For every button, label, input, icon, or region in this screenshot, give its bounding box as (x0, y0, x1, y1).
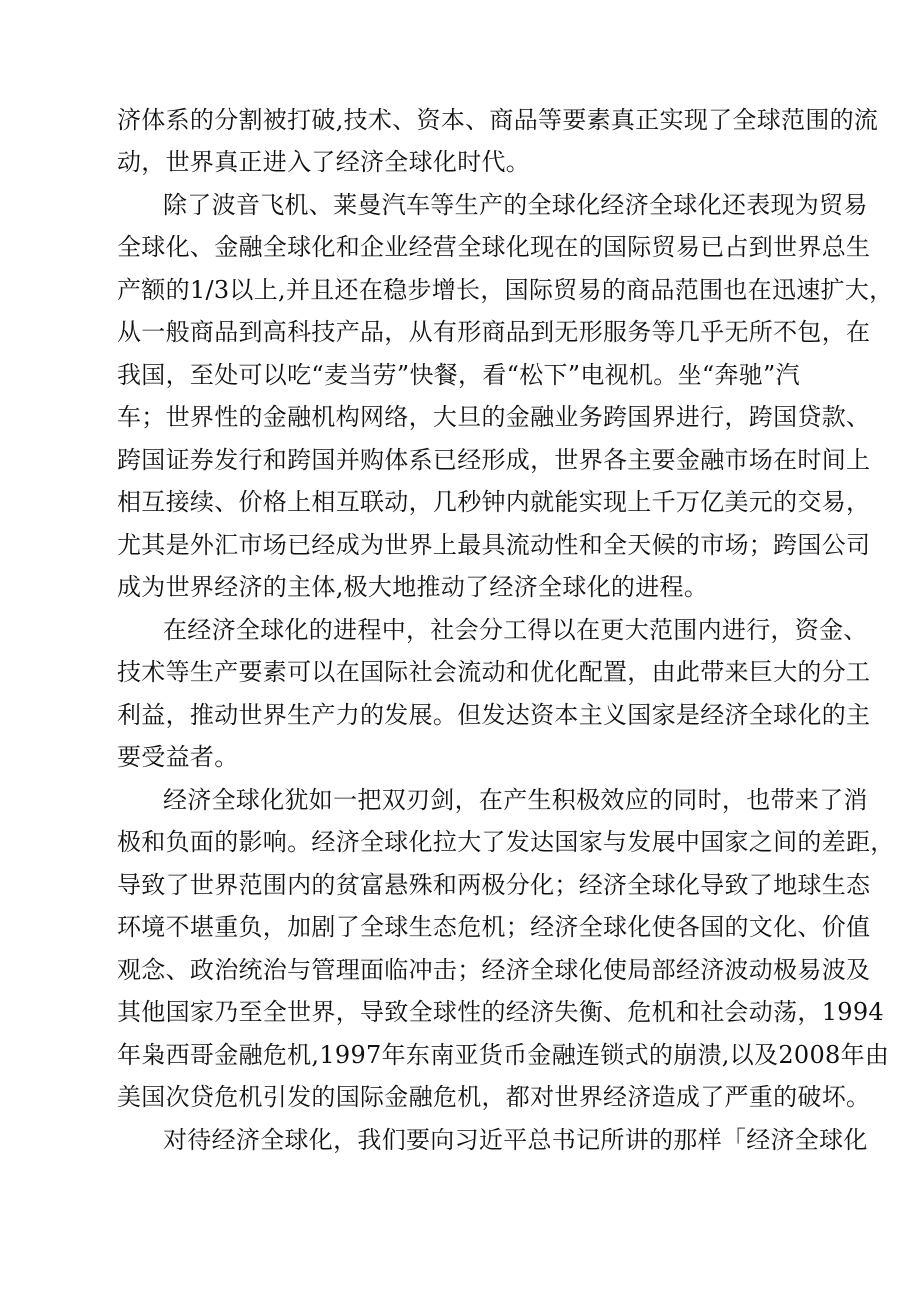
paragraph-start-line: 经济全球化犹如一把双刃剑，在产生积极效应的同时，也带来了消 (163, 786, 868, 814)
paragraph-start-line: 对待经济全球化，我们要向习近平总书记所讲的那样「经济全球化 (163, 1126, 868, 1154)
paragraph-start-line: 除了波音飞机、莱曼汽车等生产的全球化经济全球化还表现为贸易 (163, 191, 868, 219)
text-line: 成为世界经济的主体,极大地推动了经济全球化的进程。 (117, 573, 709, 601)
text-line: 技术等生产要素可以在国际社会流动和优化配置，由此带来巨大的分工 (117, 658, 871, 686)
paragraph-start-line: 在经济全球化的进程中，社会分工得以在更大范围内进行，资金、 (163, 616, 868, 644)
text-line: 跨国证券发行和跨国并购体系已经形成，世界各主要金融市场在时间上 (117, 446, 871, 474)
text-line: 济体系的分割被打破,技术、资本、商品等要素真正实现了全球范围的流 (117, 106, 879, 134)
text-line: 动，世界真正进入了经济全球化时代。 (117, 148, 531, 176)
text-line: 要受益者。 (117, 743, 239, 771)
text-line: 车；世界性的金融机构网络，大旦的金融业务跨国界进行，跨国贷款、 (117, 403, 871, 431)
text-line: 观念、政治统治与管理面临冲击；经济全球化使局部经济波动极易波及 (117, 956, 871, 984)
text-line: 相互接续、价格上相互联动，几秒钟内就能实现上千万亿美元的交易， (117, 488, 871, 516)
text-line: 产额的1/3以上,并且还在稳步增长，国际贸易的商品范围也在迅速扩大， (117, 276, 894, 304)
text-line: 美国次贷危机引发的国际金融危机，都对世界经济造成了严重的破坏。 (117, 1083, 871, 1111)
text-line: 全球化、金融全球化和企业经营全球化现在的国际贸易已占到世界总生 (117, 233, 871, 261)
text-line: 我国，至处可以吃“麦当劳”快餐，看“松下”电视机。坐“奔驰”汽 (117, 361, 800, 389)
text-line: 尤其是外汇市场已经成为世界上最具流动性和全天候的市场；跨国公司 (117, 531, 871, 559)
text-line: 极和负面的影响。经济全球化拉大了发达国家与发展中国家之间的差距， (117, 828, 895, 856)
text-line: 导致了世界范围内的贫富悬殊和两极分化；经济全球化导致了地球生态 (117, 871, 871, 899)
text-line: 从一般商品到高科技产品，从有形商品到无形服务等几乎无所不包，在 (117, 318, 871, 346)
text-line: 利益，推动世界生产力的发展。但发达资本主义国家是经济全球化的主 (117, 701, 871, 729)
text-line: 环境不堪重负，加剧了全球生态危机；经济全球化使各国的文化、价值 (117, 913, 871, 941)
text-line: 其他国家乃至全世界，导致全球性的经济失衡、危机和社会动荡，1994 (117, 998, 884, 1026)
text-line: 年枭西哥金融危机,1997年东南亚货币金融连锁式的崩溃,以及2008年由 (117, 1041, 890, 1069)
